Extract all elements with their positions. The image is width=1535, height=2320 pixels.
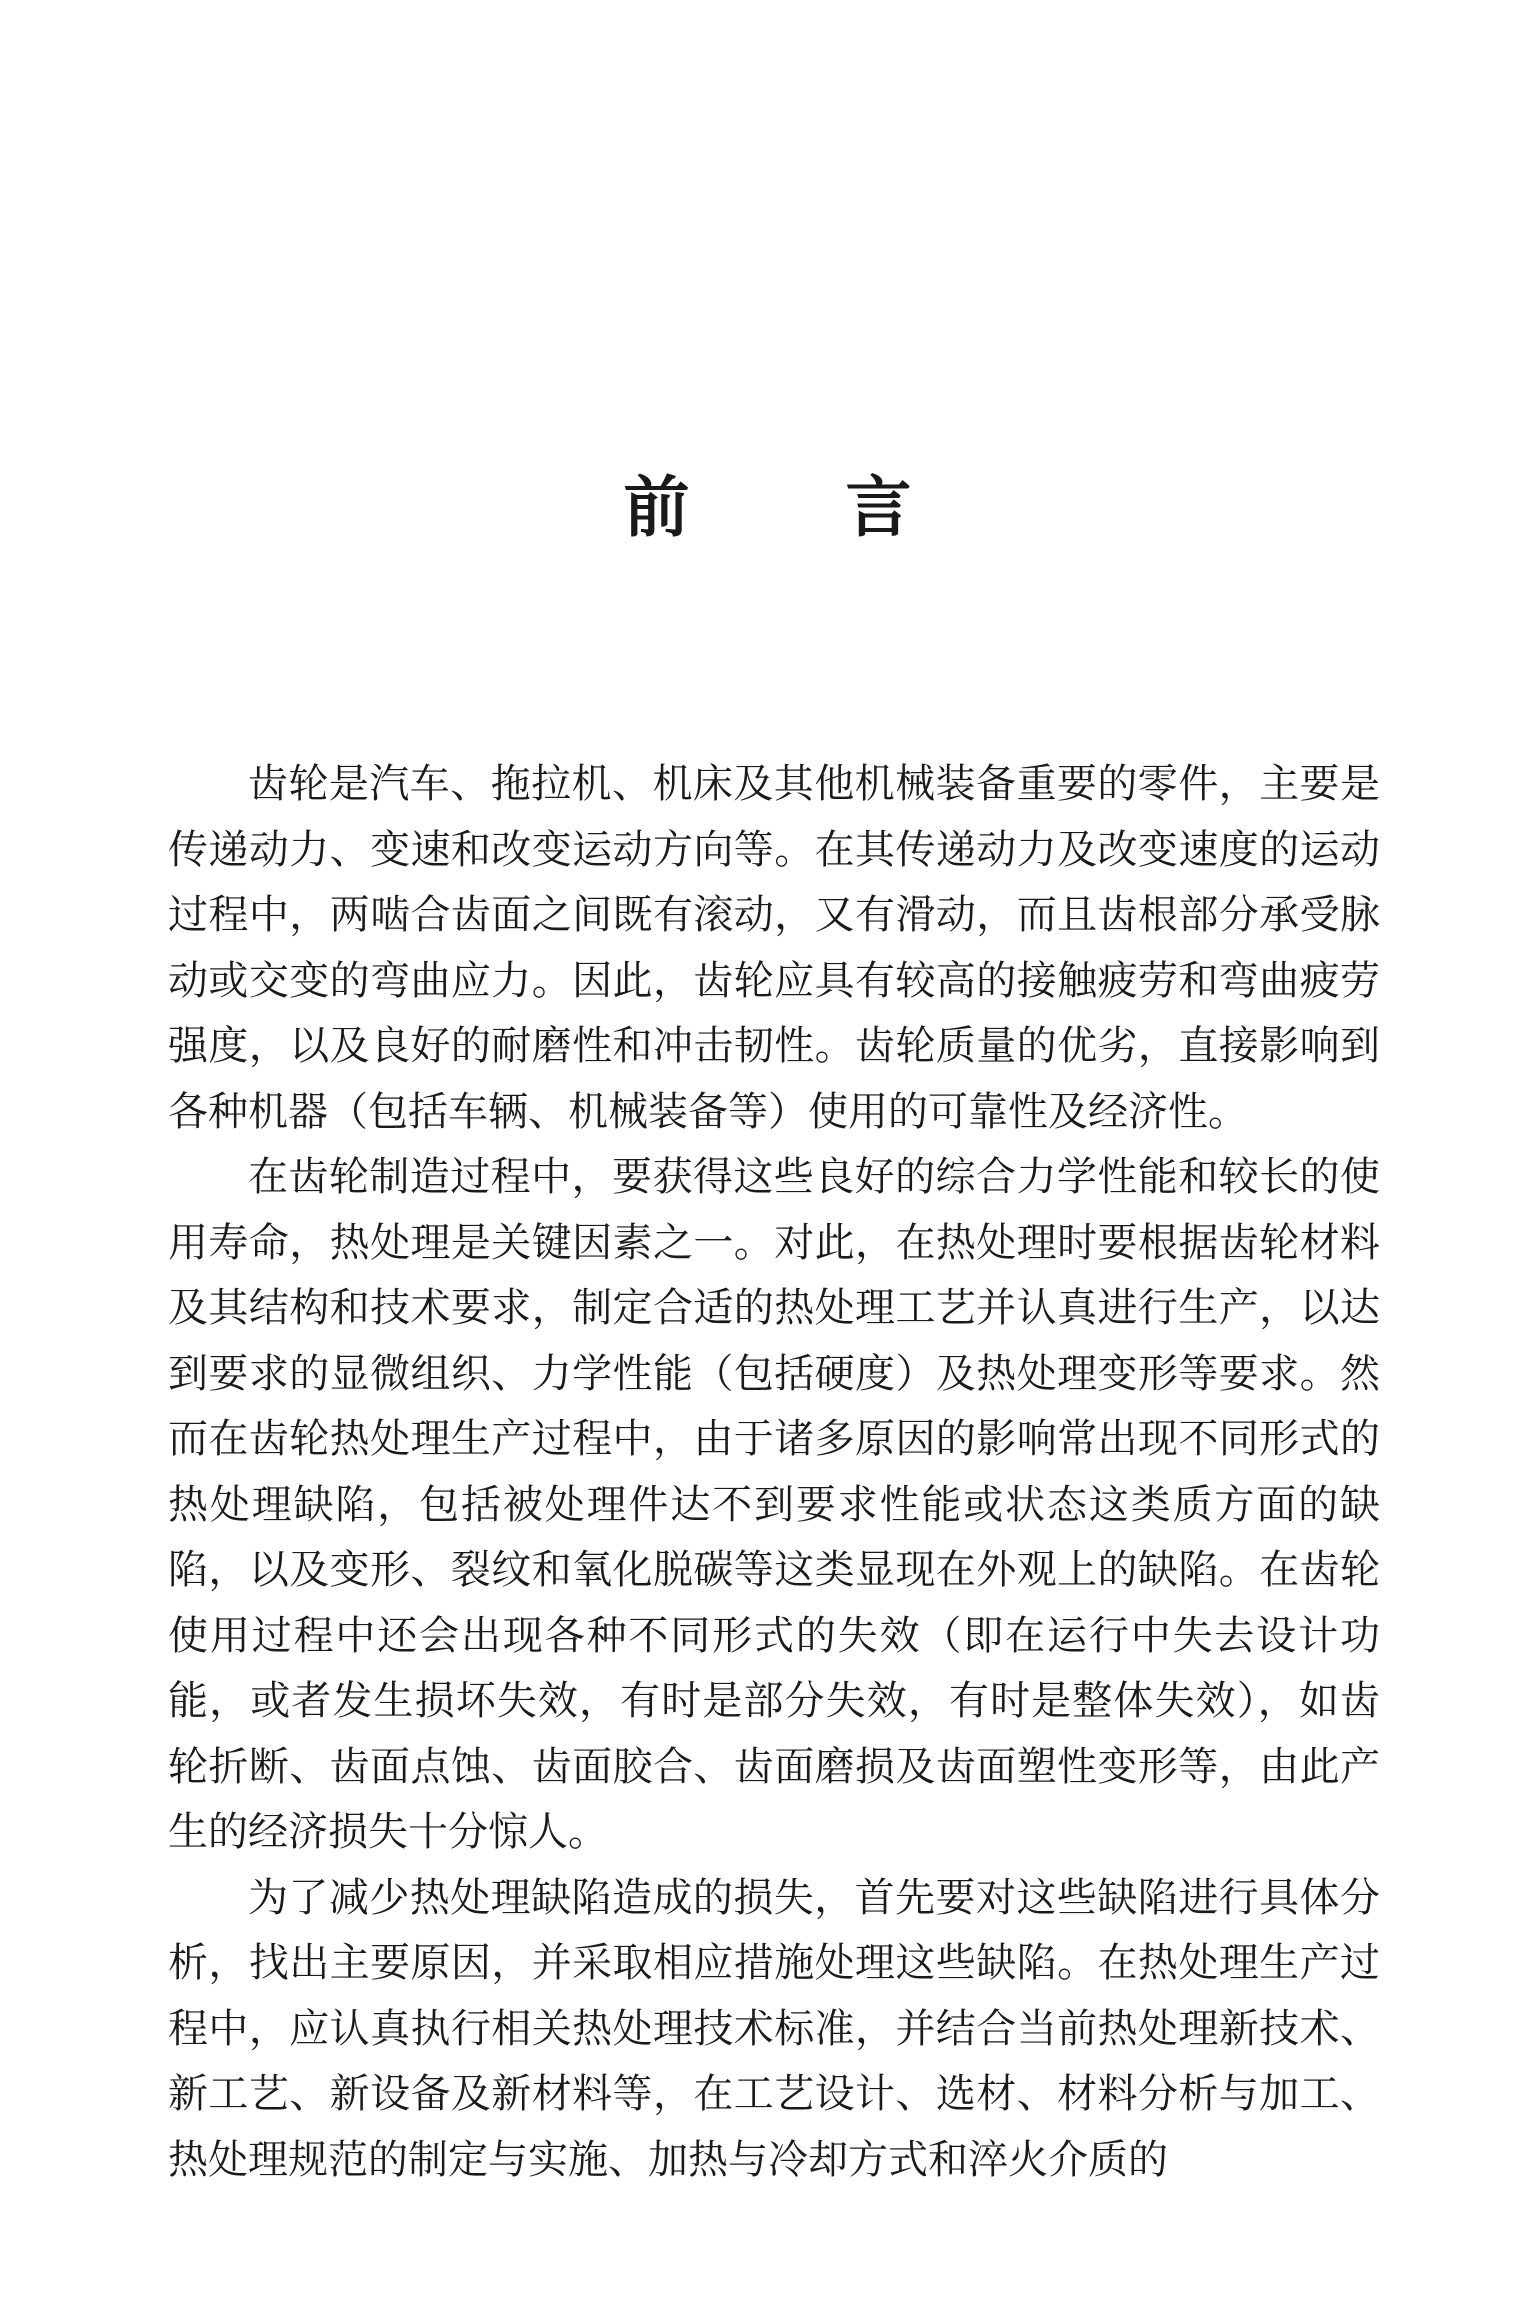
title-char-1: 前 bbox=[623, 469, 690, 546]
paragraph-1: 齿轮是汽车、拖拉机、机床及其他机械装备重要的零件，主要是传递动力、变速和改变运动方向等。在其传递动力及改变速度的运动过程中，两啮合齿面之间既有滚动，又有滑动，而且齿根部分承受脉动或交变的弯曲应力。因此，齿轮应具有较高的接触疲劳和弯曲疲劳强度，以及良好的耐磨性和冲击韧性。齿轮质量的优劣，直接影响到各种机器（包括车辆、机械装备等）使用的可靠性及经济性。 bbox=[168, 761, 1380, 1135]
paragraph-2: 在齿轮制造过程中，要获得这些良好的综合力学性能和较长的使用寿命，热处理是关键因素之一。对此，在热处理时要根据齿轮材料及其结构和技术要求，制定合适的热处理工艺并认真进行生产，以达到要求的显微组织、力学性能（包括硬度）及热处理变形等要求。然而在齿轮热处理生产过程中，由于诸多原因的影响常出现不同形式的热处理缺陷，包括被处理件达不到要求性能或状态这类质方面的缺陷，以及变形、裂纹和氧化脱碳等这类显现在外观上的缺陷。在齿轮使用过程中还会出现各种不同形式的失效（即在运行中失去设计功能，或者发生损坏失效，有时是部分失效，有时是整体失效），如齿轮折断、齿面点蚀、齿面胶合、齿面磨损及齿面塑性变形等，由此产生的经济损失十分惊人。 bbox=[168, 1154, 1380, 1855]
body-text bbox=[168, 752, 1380, 2193]
paragraph-3: 为了减少热处理缺陷造成的损失，首先要对这些缺陷进行具体分析，找出主要原因，并采取相应措施处理这些缺陷。在热处理生产过程中，应认真执行相关热处理技术标准，并结合当前热处理新技术、新工艺、新设备及新材料等，在工艺设计、选材、材料分析与加工、热处理规范的制定与实施、加热与冷却方式和淬火介质的 bbox=[168, 1874, 1380, 2183]
page-title bbox=[0, 468, 1535, 548]
title-char-2: 言 bbox=[845, 469, 912, 546]
